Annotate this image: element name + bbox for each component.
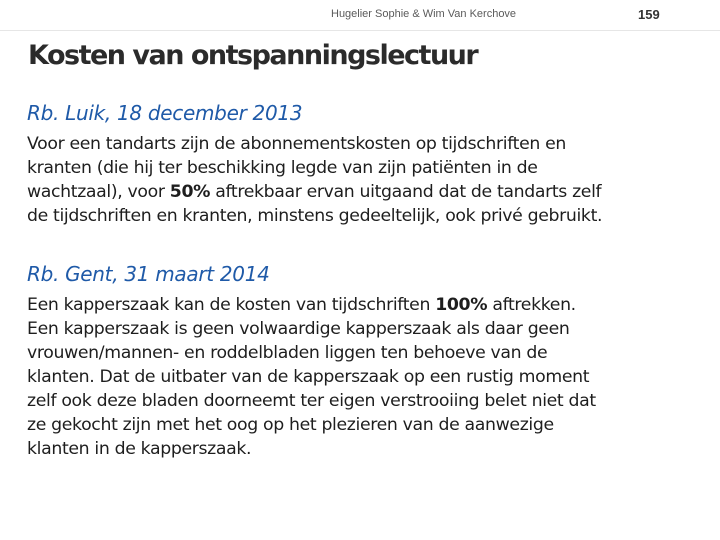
text-segment: ze gekocht zijn met het oog op het plezieren van de aanwezige xyxy=(27,415,554,435)
section-paragraph xyxy=(27,293,707,461)
slide-title: Kosten van ontspanningslectuur xyxy=(28,40,478,71)
text-segment: klanten. Dat de uitbater van de kapperszaak op een rustig moment xyxy=(27,367,590,387)
text-segment: aftrekken. xyxy=(487,295,576,315)
text-line xyxy=(27,413,707,437)
text-line xyxy=(27,204,707,228)
section-paragraph xyxy=(27,132,707,228)
text-line xyxy=(27,156,707,180)
text-segment: klanten in de kapperszaak. xyxy=(27,439,252,459)
percentage-emphasis: 100% xyxy=(435,295,488,315)
text-line xyxy=(27,341,707,365)
text-line xyxy=(27,437,707,461)
section-heading: Rb. Luik, 18 december 2013 xyxy=(27,101,303,125)
percentage-emphasis: 50% xyxy=(169,182,211,202)
section-heading: Rb. Gent, 31 maart 2014 xyxy=(27,262,270,286)
text-segment: vrouwen/mannen- en roddelbladen liggen ten behoeve van de xyxy=(27,343,548,363)
page-number: 159 xyxy=(638,7,660,22)
text-line xyxy=(27,180,707,204)
section-rb-gent xyxy=(27,262,707,461)
text-line xyxy=(27,293,707,317)
text-line xyxy=(27,389,707,413)
text-line xyxy=(27,365,707,389)
text-segment: de tijdschriften en kranten, minstens gedeeltelijk, ook privé gebruikt. xyxy=(27,206,603,226)
text-segment: zelf ook deze bladen doorneemt ter eigen verstrooiing belet niet dat xyxy=(27,391,596,411)
text-line xyxy=(27,317,707,341)
text-segment: wachtzaal), voor xyxy=(27,182,170,202)
text-line xyxy=(27,132,707,156)
text-segment: Een kapperszaak kan de kosten van tijdschriften xyxy=(27,295,436,315)
text-segment: Een kapperszaak is geen volwaardige kapperszaak als daar geen xyxy=(27,319,570,339)
slide-header xyxy=(0,0,720,31)
text-segment: kranten (die hij ter beschikking legde van zijn patiënten in de xyxy=(27,158,538,178)
authors: Hugelier Sophie & Wim Van Kerchove xyxy=(331,8,517,20)
section-rb-luik xyxy=(27,101,707,228)
text-segment: Voor een tandarts zijn de abonnementskosten op tijdschriften en xyxy=(27,134,567,154)
text-segment: aftrekbaar ervan uitgaand dat de tandarts zelf xyxy=(210,182,602,202)
